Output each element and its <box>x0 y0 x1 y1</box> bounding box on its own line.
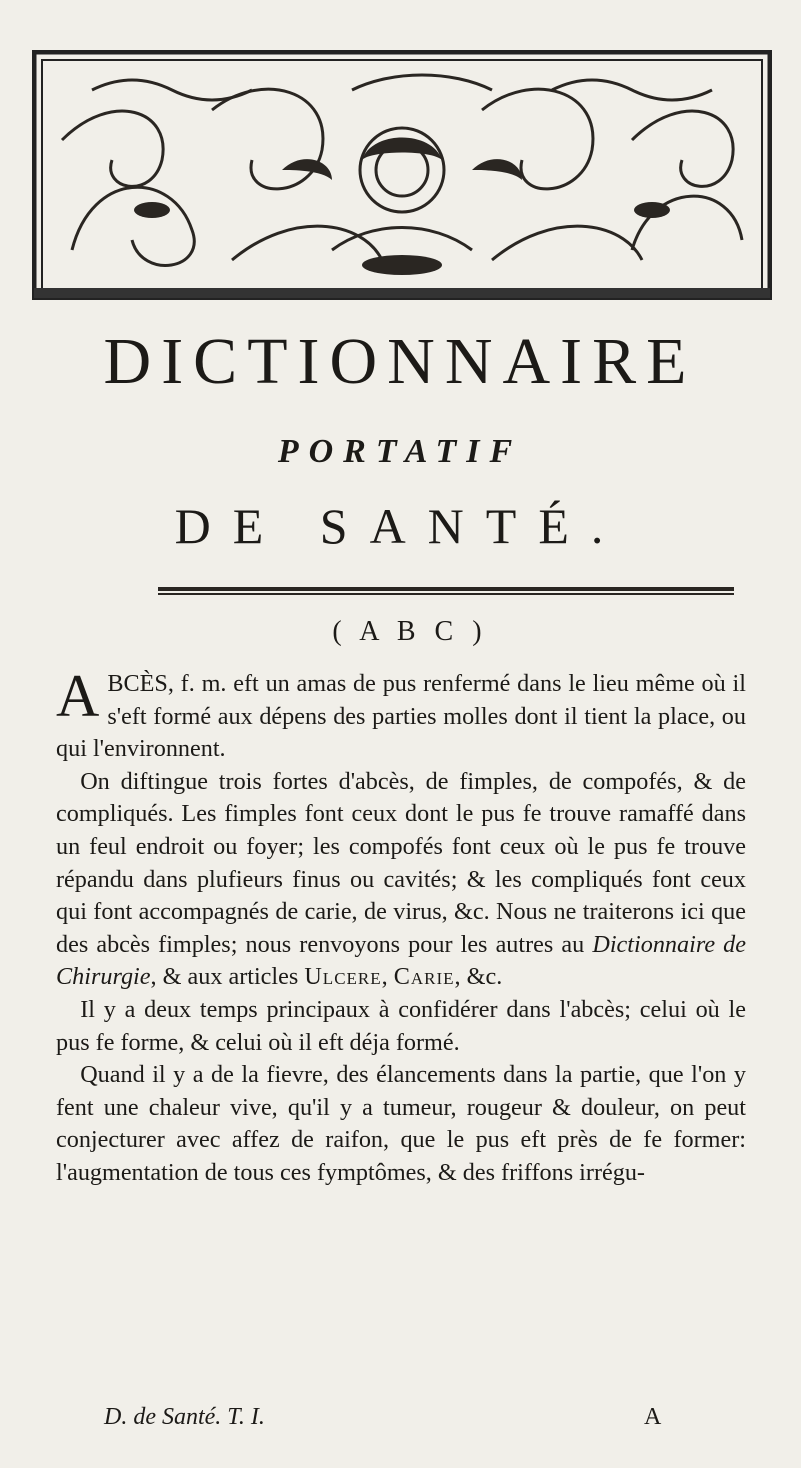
ref-separator: , <box>381 963 388 991</box>
article-ref-ulcere: Ulcere <box>304 963 382 991</box>
signature-mark: A <box>644 1404 662 1430</box>
paragraph-3: Il y a deux temps principaux à confidérer dans l'abcès; celui où le pus fe forme, & celui où il eft déja formé. <box>56 995 746 1056</box>
paragraph-2-mid: , & aux articles <box>150 963 299 991</box>
article-body <box>56 663 746 1190</box>
paragraph-1 <box>56 663 746 766</box>
dictionary-reference: Dictionnaire de Chirurgie <box>56 930 746 991</box>
paragraph-1-text: BCÈS, f. m. eft un amas de pus renfermé dans le lieu même où il s'eft formé aux dépens des parties molles dont il tient la place, ou qui l'environnent. <box>56 670 746 763</box>
decorative-headpiece <box>32 50 772 300</box>
article-ref-carie: Carie <box>393 963 455 991</box>
paragraph-2-end: , &c. <box>454 963 503 991</box>
drop-cap: A <box>56 663 100 729</box>
paragraph-4: Quand il y a de la fievre, des élancements dans la partie, que l'on y fent une chaleur vive, qu'il y a tumeur, rougeur & douleur, on peut conjecturer avec affez de raifon, que le pus eft près de fe former: l'augmentation de tous ces fymptômes, & des friffons irrégu- <box>56 1061 746 1186</box>
book-subtitle: PORTATIF <box>277 433 523 470</box>
signature-line: D. de Santé. T. I. <box>104 1404 265 1430</box>
paragraph-2-text: On diftingue trois fortes d'abcès, de fimples, de compofés, & de compliqués. Les fimples font ceux dont le pus fe trouve ramaffé dans un feul endroit ou foyer; les compofés font ceux où le pus fe trouve répandu dans plufieurs finus ou cavités; & les compliqués font ceux qui font accompagnés de carie, de virus, &c. Nous ne traiterons ici que des abcès fimples; nous renvoyons pour les autres au <box>56 767 746 958</box>
book-title-line3: DE SANTÉ. <box>174 498 626 554</box>
paragraph-2 <box>56 766 746 994</box>
section-heading: ( A B C ) <box>332 616 488 647</box>
section-divider <box>158 587 734 597</box>
book-title: DICTIONNAIRE <box>103 325 697 398</box>
page-footer <box>104 1400 664 1434</box>
